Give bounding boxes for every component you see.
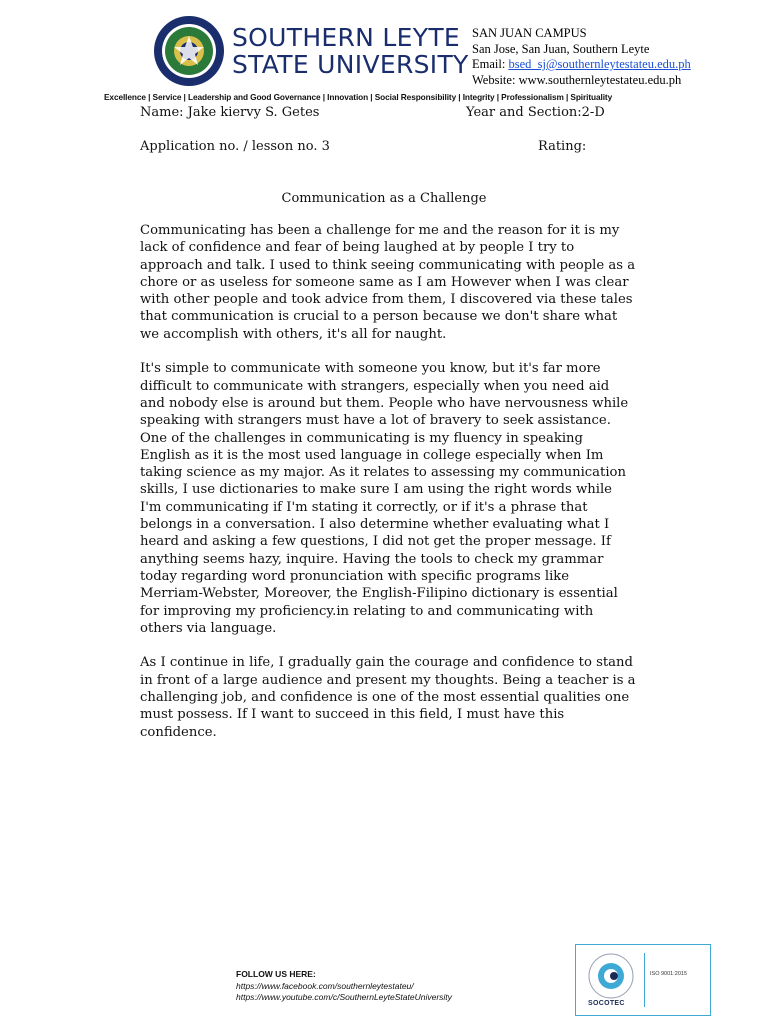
website-url: www.southernleytestateu.edu.ph [518, 72, 682, 87]
essay-paragraph-1: Communicating has been a challenge for me and the reason for it is my lack of confidence and fear of being laughed at by people I try to approach and talk. I used to think seeing communicating with people as a chore or as useless for someone same as I am However when I was clear with other people and took advice from them, I discovered via these tales that communication is crucial to a person because we don't share what we accomplish with others, it's all for naught. [140, 223, 636, 342]
university-name-line2: STATE UNIVERSITY [232, 50, 469, 79]
university-name-line1: SOUTHERN LEYTE [232, 23, 460, 52]
campus-contact-block [472, 26, 691, 88]
core-values-line: Excellence | Service | Leadership and Good Governance | Innovation | Social Responsibility | Integrity | Professionalism | Spirituality [104, 92, 613, 102]
essay-paragraph-2: It's simple to communicate with someone you know, but it's far more difficult to communicate with strangers, especially when you need aid and nobody else is around but them. People who have nervousness while speaking with strangers must have a lot of bravery to seek assistance. One of the challenges in communicating is my fluency in speaking English as it is the most used language in college especially when Im taking science as my major. As it relates to assessing my communication skills, I use dictionaries to make sure I am using the right words while I'm communicating if I'm stating it correctly, or if it's a phrase that belongs in a conversation. I also determine whether evaluating what I heard and asking a few questions, I did not get the proper message. If anything seems hazy, inquire. Having the tools to check my grammar today regarding word pronunciation with specific programs like Merriam-Webster, Moreover, the English-Filipino dictionary is essential for improving my proficiency.in relating to and communicating with others via language. [140, 361, 629, 636]
certification-badge [575, 944, 711, 1016]
follow-us-block [236, 969, 452, 1004]
website-row [472, 73, 691, 89]
student-name: Name: Jake kiervy S. Getes [140, 105, 320, 120]
year-section: Year and Section:2-D [466, 105, 605, 120]
university-seal-logo [152, 14, 226, 88]
university-name [232, 24, 469, 78]
rating-label: Rating: [538, 139, 587, 154]
essay-title: Communication as a Challenge [281, 191, 487, 206]
website-label: Website: [472, 72, 519, 87]
campus-name: SAN JUAN CAMPUS [472, 26, 587, 40]
email-label: Email: [472, 57, 509, 71]
socotec-label: SOCOTEC [588, 1000, 625, 1007]
application-lesson-number: Application no. / lesson no. 3 [140, 139, 330, 154]
facebook-link[interactable]: https://www.facebook.com/southernleytestateu/ [236, 980, 414, 991]
iso-label: ISO 9001:2015 [650, 971, 688, 977]
essay-paragraph-3: As I continue in life, I gradually gain the courage and confidence to stand in front of a large audience and present my thoughts. Being a teacher is a challenging job, and confidence is one of the most essential qualities one must possess. If I want to succeed in this field, I must have this confidence. [140, 655, 636, 740]
email-row [472, 57, 691, 73]
campus-address: San Jose, San Juan, Southern Leyte [472, 41, 650, 56]
essay-body [140, 222, 636, 758]
cert-divider [644, 953, 645, 1007]
follow-us-title: FOLLOW US HERE: [236, 969, 316, 979]
youtube-link[interactable]: https://www.youtube.com/c/SouthernLeyteStateUniversity [236, 992, 452, 1002]
email-link[interactable]: bsed_sj@southernleytestateu.edu.ph [508, 57, 691, 71]
